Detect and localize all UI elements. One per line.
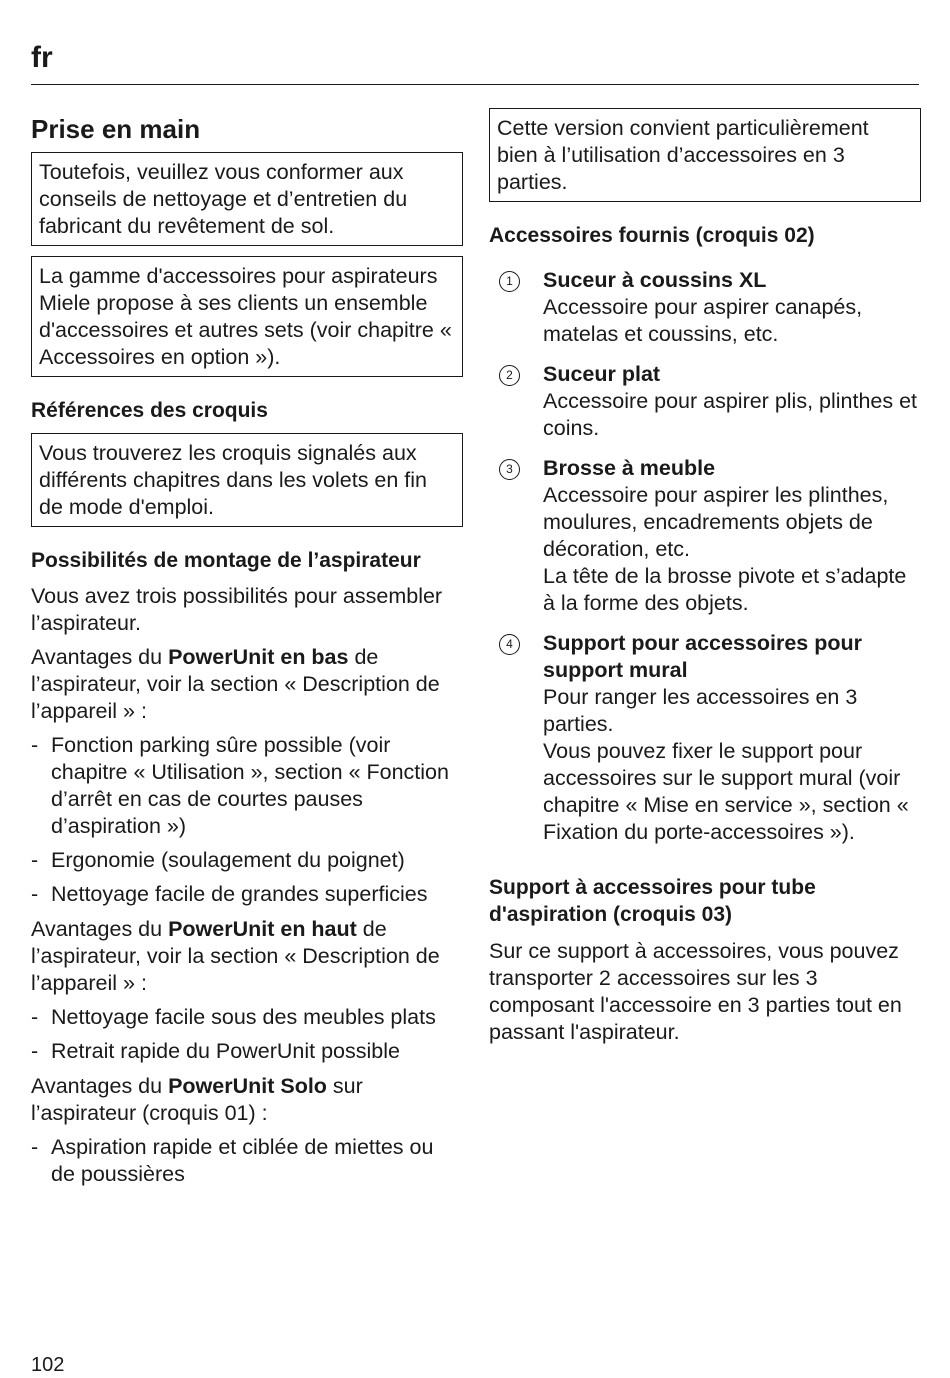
accessory-item <box>489 455 921 617</box>
support-heading: Support à accessoires pour tube d'aspiration (croquis 03) <box>489 876 816 926</box>
accessory-description: Vous pouvez fixer le support pour accessoires sur le support mural (voir chapitre « Mise en service », section « Fixation du porte-accessoires »). <box>543 739 909 844</box>
accessories-list <box>489 267 921 846</box>
number-3-icon: 3 <box>499 459 520 480</box>
montage-intro: Vous avez trois possibilités pour assembler l’aspirateur. <box>31 584 443 635</box>
advantages-bas: Avantages du PowerUnit en bas de l’aspirateur, voir la section « Description de l’appareil » : <box>31 645 440 723</box>
accessory-description: La tête de la brosse pivote et s’adapte à la forme des objets. <box>543 564 907 615</box>
accessory-description: Pour ranger les accessoires en 3 parties. <box>543 685 858 736</box>
list-item: - Ergonomie (soulagement du poignet) <box>31 847 463 874</box>
list-item: - Nettoyage facile sous des meubles plats <box>31 1004 463 1031</box>
support-text: Sur ce support à accessoires, vous pouvez transporter 2 accessoires sur les 3 composant l'accessoire en 3 parties tout en passant l'aspirateur. <box>489 939 902 1044</box>
note-box-sketches: Vous trouverez les croquis signalés aux différents chapitres dans les volets en fin de mode d'emploi. <box>31 433 463 527</box>
number-2-icon: 2 <box>499 365 520 386</box>
language-label: fr <box>31 41 53 74</box>
accessory-description: Accessoire pour aspirer les plinthes, moulures, encadrements objets de décoration, etc. <box>543 483 889 561</box>
advantages-bas-list <box>31 732 463 908</box>
accessory-item <box>489 267 921 348</box>
number-4-icon: 4 <box>499 634 520 655</box>
accessory-title: Support pour accessoires pour support mural <box>543 631 862 682</box>
list-item: - Fonction parking sûre possible (voir chapitre « Utilisation », section « Fonction d’arrêt en cas de courtes pauses d’aspiration ») <box>31 732 463 840</box>
list-item: - Aspiration rapide et ciblée de miettes ou de poussières <box>31 1134 463 1188</box>
accessory-description: Accessoire pour aspirer canapés, matelas et coussins, etc. <box>543 295 863 346</box>
right-column <box>489 108 921 1053</box>
accessory-title: Suceur à coussins XL <box>543 268 767 292</box>
section-title: Prise en main <box>31 114 201 144</box>
list-item: - Nettoyage facile de grandes superficies <box>31 881 463 908</box>
accessory-title: Brosse à meuble <box>543 456 716 480</box>
number-1-icon: 1 <box>499 271 520 292</box>
montage-heading: Possibilités de montage de l’aspirateur <box>31 549 421 572</box>
note-box-3-parts: Cette version convient particulièrement bien à l’utilisation d’accessoires en 3 parties. <box>489 108 921 202</box>
accessory-title: Suceur plat <box>543 362 661 386</box>
accessory-item <box>489 630 921 846</box>
accessory-item <box>489 361 921 442</box>
left-column <box>31 108 463 1196</box>
references-heading: Références des croquis <box>31 399 268 422</box>
advantages-solo: Avantages du PowerUnit Solo sur l’aspirateur (croquis 01) : <box>31 1074 363 1125</box>
accessories-heading: Accessoires fournis (croquis 02) <box>489 224 815 247</box>
header-divider <box>31 84 919 85</box>
page-number: 102 <box>31 1354 65 1376</box>
note-box-floor-care: Toutefois, veuillez vous conformer aux conseils de nettoyage et d’entretien du fabricant du revêtement de sol. <box>31 152 463 246</box>
advantages-solo-list <box>31 1134 463 1188</box>
note-box-accessories: La gamme d'accessoires pour aspirateurs Miele propose à ses clients un ensemble d'accessoires et autres sets (voir chapitre « Accessoires en option »). <box>31 256 463 377</box>
advantages-haut-list <box>31 1004 463 1065</box>
list-item: - Retrait rapide du PowerUnit possible <box>31 1038 463 1065</box>
advantages-haut: Avantages du PowerUnit en haut de l’aspirateur, voir la section « Description de l’appareil » : <box>31 917 440 995</box>
accessory-description: Accessoire pour aspirer plis, plinthes et coins. <box>543 389 918 440</box>
